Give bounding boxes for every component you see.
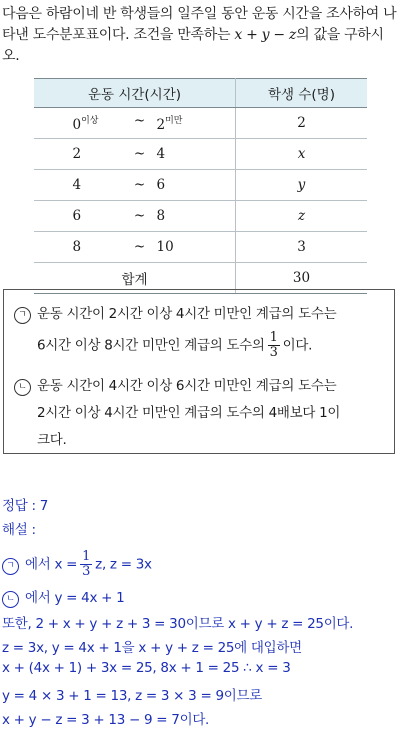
total-value: 30: [236, 263, 368, 294]
count-cell: 2: [236, 108, 368, 139]
explanation-label: 해설 :: [2, 522, 36, 538]
conditions-box: ㄱ 운동 시간이 2시간 이상 4시간 미만인 계급의 도수는 6시간 이상 8시간 미만인 계급의 도수의 $\frac{1}{3}$ 이다. ㄴ 운동 시간이 4시간 이상 6시간 미만인 계급의 도수는 2시간 이상 4시간 미만인 계급의 도수의 4배보다 1이 크다.: [3, 289, 395, 454]
solution-line-1: ㄱ 에서 x = $\frac{1}{3}$ z, z = 3x: [2, 550, 152, 579]
count-cell: z: [236, 201, 368, 232]
solution-line-7: x + y − z = 3 + 13 − 9 = 7이다.: [2, 712, 210, 728]
condition-1-line-2: 6시간 이상 8시간 미만인 계급의 도수의: [37, 337, 265, 354]
answer-label: 정답 : 7: [2, 498, 49, 514]
condition-marker-2: ㄴ: [14, 379, 31, 396]
count-cell: y: [236, 170, 368, 201]
solution-line-3: 또한, 2 + x + y + z + 3 = 30이므로 x + y + z = 25이다.: [2, 616, 354, 632]
solution-line-5: x + (4x + 1) + 3x = 25, 8x + 1 = 25 ∴ x = 3: [2, 660, 291, 676]
question-expression: x + y − z: [234, 27, 297, 43]
header-time: 운동 시간(시간): [34, 79, 236, 108]
condition-1-line-1: 운동 시간이 2시간 이상 4시간 미만인 계급의 도수는: [37, 306, 337, 322]
condition-2-line-1: 운동 시간이 4시간 이상 6시간 미만인 계급의 도수는: [37, 378, 337, 394]
table-row: 6 ~ 8 z: [34, 201, 367, 232]
condition-marker-1: ㄱ: [14, 307, 31, 324]
solution-marker-1: ㄱ: [2, 558, 19, 575]
question-text-before: 다음은 하람이네 반 학생들의 일주일 동안 운동 시간을 조사하여 나타낸 도수분포표이다. 조건을 만족하는: [2, 6, 397, 43]
count-cell: 3: [236, 232, 368, 263]
solution-line-6: y = 4 × 3 + 1 = 13, z = 3 × 3 = 9이므로: [2, 688, 262, 704]
condition-2-line-2: 2시간 이상 4시간 미만인 계급의 도수의 4배보다 1이: [37, 405, 341, 421]
question-text: [2, 4, 398, 67]
table-row: $0^{이상}$ ~ $2^{미만}$ 2: [34, 108, 367, 139]
condition-1-fraction: $\frac{1}{3}$: [269, 330, 278, 360]
frequency-table: [34, 78, 367, 294]
table-header-row: [34, 79, 367, 108]
count-cell: x: [236, 139, 368, 170]
solution-line-4: z = 3x, y = 4x + 1을 x + y + z = 25에 대입하면: [2, 640, 302, 656]
solution-line-2: ㄴ 에서 y = 4x + 1: [2, 586, 124, 608]
total-label: 합계: [34, 263, 236, 294]
table-row: 2 ~ 4 x: [34, 139, 367, 170]
solution-marker-2: ㄴ: [2, 591, 19, 608]
condition-2-line-3: 크다.: [37, 432, 67, 448]
header-count: 학생 수(명): [236, 79, 368, 108]
question-text-after: 의 값을 구하시오.: [2, 27, 384, 64]
table-row: 4 ~ 6 y: [34, 170, 367, 201]
table-row: 8 ~ 10 3: [34, 232, 367, 263]
